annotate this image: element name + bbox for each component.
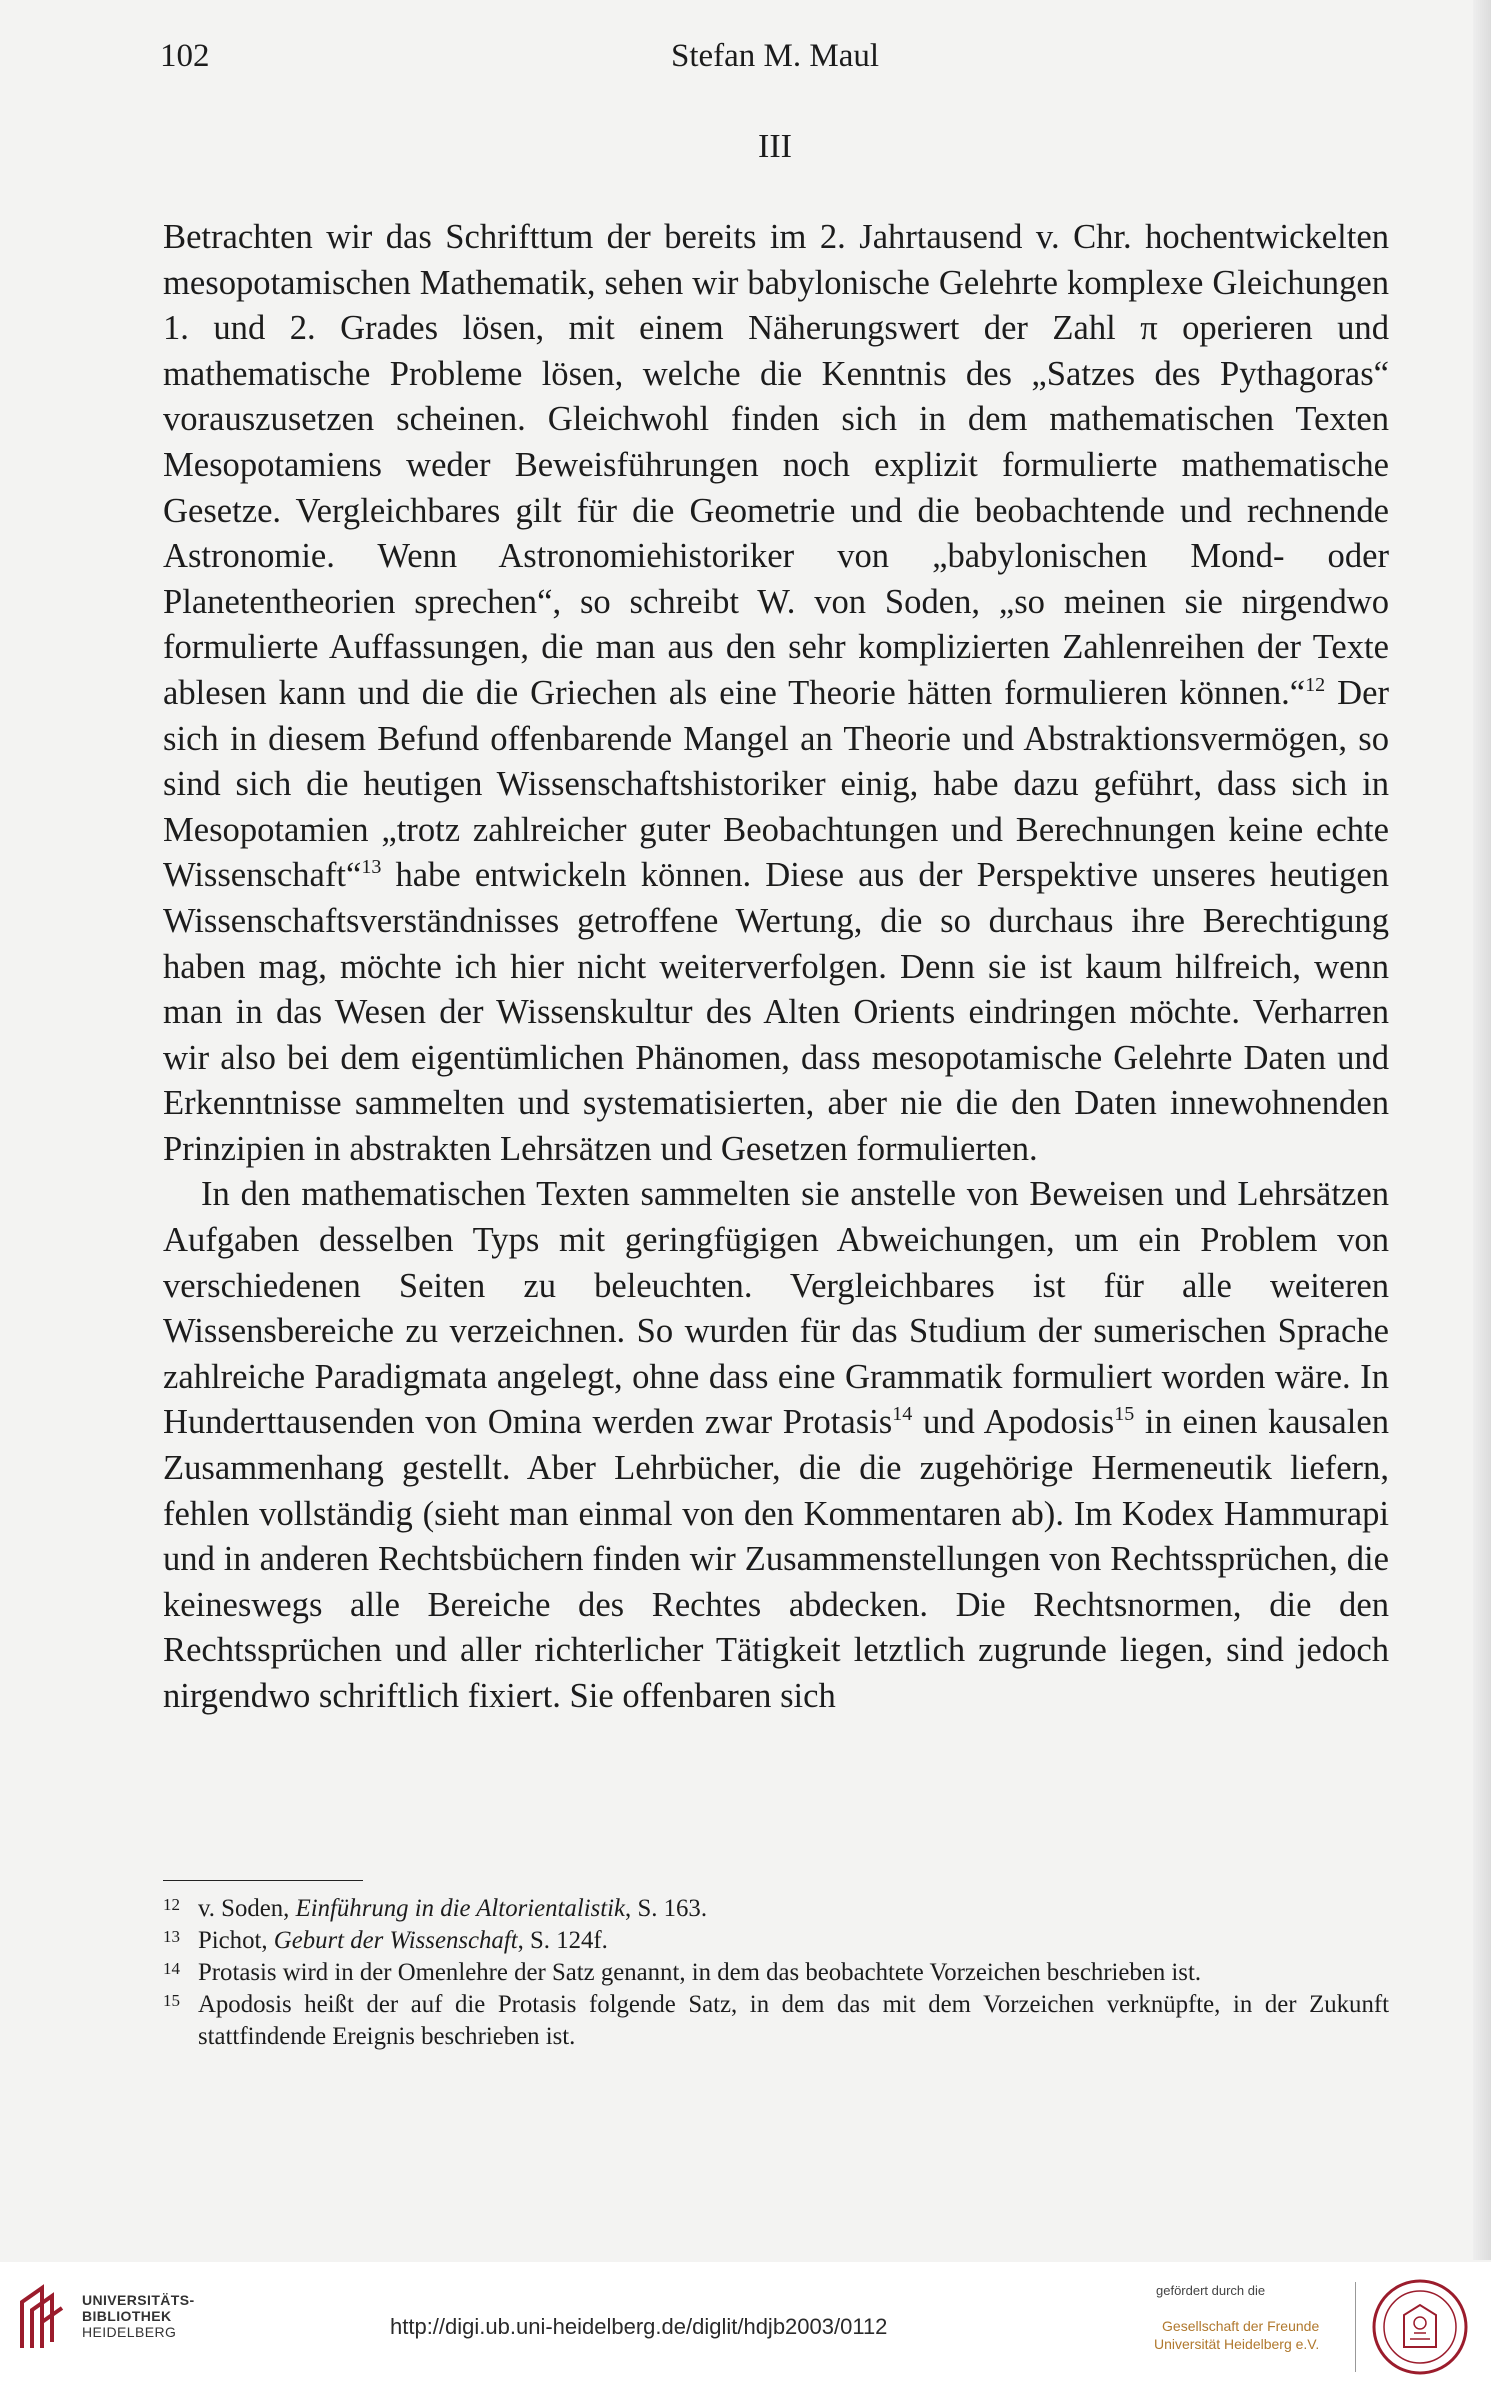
footnote xyxy=(163,1957,1389,1989)
section-heading: III xyxy=(758,128,792,165)
sponsor-name xyxy=(1154,2317,1319,2353)
footnote-reference[interactable]: 15 xyxy=(1114,1403,1135,1426)
footnotes xyxy=(163,1893,1389,2053)
paragraph-text: Der sich in diesem Befund offenbarende Mangel an Theorie und Abstraktionsvermögen, so sind sich die heutigen Wissenschaftshistoriker einig, habe dazu geführt, dass sich in Mesopotamien „trotz zahlreicher guter Beobachtungen und Berechnungen keine echte Wissenschaft“ xyxy=(163,673,1390,895)
footnote-text: v. Soden, xyxy=(198,1895,296,1922)
footnote-page: , S. 124f. xyxy=(517,1927,608,1954)
footnote-title: Geburt der Wissenschaft xyxy=(273,1927,518,1954)
footnote xyxy=(163,1893,1389,1925)
running-head-author: Stefan M. Maul xyxy=(670,38,880,74)
footnote-reference[interactable]: 12 xyxy=(1305,673,1326,696)
digitization-footer xyxy=(0,2262,1491,2384)
footnote-text: Pichot, xyxy=(198,1927,274,1954)
footnote xyxy=(163,1989,1389,2053)
footnote-number: 15 xyxy=(163,1991,180,2010)
university-seal-icon xyxy=(1370,2277,1470,2377)
footnote-number: 12 xyxy=(163,1895,180,1914)
footnote-number: 13 xyxy=(163,1927,180,1946)
library-logo-icon xyxy=(16,2282,68,2352)
body-paragraph xyxy=(163,215,1389,1172)
footnote-reference[interactable]: 13 xyxy=(361,856,382,879)
sponsor-divider xyxy=(1355,2282,1356,2372)
sponsor-name-line1: Gesellschaft der Freunde xyxy=(1162,2318,1320,2334)
footnote-reference[interactable]: 14 xyxy=(892,1403,913,1426)
library-name-line3: HEIDELBERG xyxy=(82,2324,177,2340)
footnote xyxy=(163,1925,1389,1957)
paragraph-text: Betrachten wir das Schrifttum der bereits im 2. Jahrtausend v. Chr. hochentwickelten mesopotamischen Mathematik, sehen wir babylonische Gelehrte komplexe Gleichungen 1. und 2. Grades lösen, mit einem Näherungswert der Zahl π operieren und mathematische Probleme lösen, welche die Kenntnis des „Satzes des Pythagoras“ vorauszusetzen scheinen. Gleichwohl finden sich in dem mathematischen Texten Mesopotamiens weder Beweisführungen noch explizit formulierte mathematische Gesetze. Vergleichbares gilt für die Geometrie und die beobachtende und rechnende Astronomie. Wenn Astronomiehistoriker von „babylonischen Mond- oder Planetentheorien sprechen“, so schreibt W. von Soden, „so meinen sie nirgendwo formulierte Auffassungen, die man aus den sehr komplizierten Zahlenreihen der Texte ablesen kann und die die Griechen als eine Theorie hätten formulieren können.“ xyxy=(163,218,1389,712)
footnote-number: 14 xyxy=(163,1959,180,1978)
running-head xyxy=(160,38,1390,82)
library-name-line2: BIBLIOTHEK xyxy=(82,2308,172,2324)
paragraph-text: In den mathematischen Texten sammelten sie anstelle von Beweisen und Lehrsätzen Aufgaben desselben Typs mit geringfügigen Abweichungen, um ein Problem von verschiedenen Seiten zu beleuchten. Vergleichbares ist für alle weiteren Wissensbereiche zu verzeichnen. So wurden für das Studium der sumerischen Sprache zahlreiche Paradigmata angelegt, ohne dass eine Grammatik formuliert worden wäre. In Hunderttausenden von Omina werden zwar Protasis xyxy=(163,1175,1389,1442)
footnote-text: Protasis wird in der Omenlehre der Satz genannt, in dem das beobachtete Vorzeichen beschrieben ist. xyxy=(198,1959,1202,1986)
sponsor-label: gefördert durch die xyxy=(1156,2283,1266,2298)
page-edge-shadow xyxy=(1473,0,1491,2260)
paragraph-text: und Apodosis xyxy=(912,1403,1115,1442)
page-number: 102 xyxy=(160,38,210,74)
library-name-line1: UNIVERSITÄTS- xyxy=(82,2292,195,2308)
sponsor-name-line2: Universität Heidelberg e.V. xyxy=(1154,2336,1320,2352)
permalink-url[interactable]: http://digi.ub.uni-heidelberg.de/diglit/hdjb2003/0112 xyxy=(390,2314,888,2339)
footnote-title: Einführung in die Altorientalistik xyxy=(295,1895,626,1922)
footnote-rule xyxy=(163,1880,363,1881)
footnote-page: , S. 163. xyxy=(625,1895,708,1922)
footnote-text: Apodosis heißt der auf die Protasis folgende Satz, in dem das mit dem Vorzeichen verknüpfte, in der Zukunft stattfindende Ereignis beschrieben ist. xyxy=(198,1991,1389,2050)
body-text xyxy=(163,215,1389,1720)
body-paragraph xyxy=(163,1172,1389,1719)
paragraph-text: in einen kausalen Zusammenhang gestellt. Aber Lehrbücher, die die zugehörige Hermeneutik liefern, fehlen vollständig (sieht man einmal von den Kommentaren ab). Im Kodex Hammurapi und in anderen Rechtsbüchern finden wir Zusammenstellungen von Rechtssprüchen, die keineswegs alle Bereiche des Rechtes abdecken. Die Rechtsnormen, die den Rechtssprüchen und aller richterlicher Tätigkeit letztlich zugrunde liegen, sind jedoch nirgendwo schriftlich fixiert. Sie offenbaren sich xyxy=(163,1403,1389,1715)
library-name xyxy=(82,2292,195,2340)
paragraph-text: habe entwickeln können. Diese aus der Perspektive unseres heutigen Wissenschaftsverständnisses getroffene Wertung, die so durchaus ihre Berechtigung haben mag, möchte ich hier nicht weiterverfolgen. Denn sie ist kaum hilfreich, wenn man in das Wesen der Wissenskultur des Alten Orients eindringen möchte. Verharren wir also bei dem eigentümlichen Phänomen, dass mesopotamische Gelehrte Daten und Erkenntnisse sammelten und systematisierten, aber nie die den Daten innewohnenden Prinzipien in abstrakten Lehrsätzen und Gesetzen formulierten. xyxy=(163,856,1389,1168)
